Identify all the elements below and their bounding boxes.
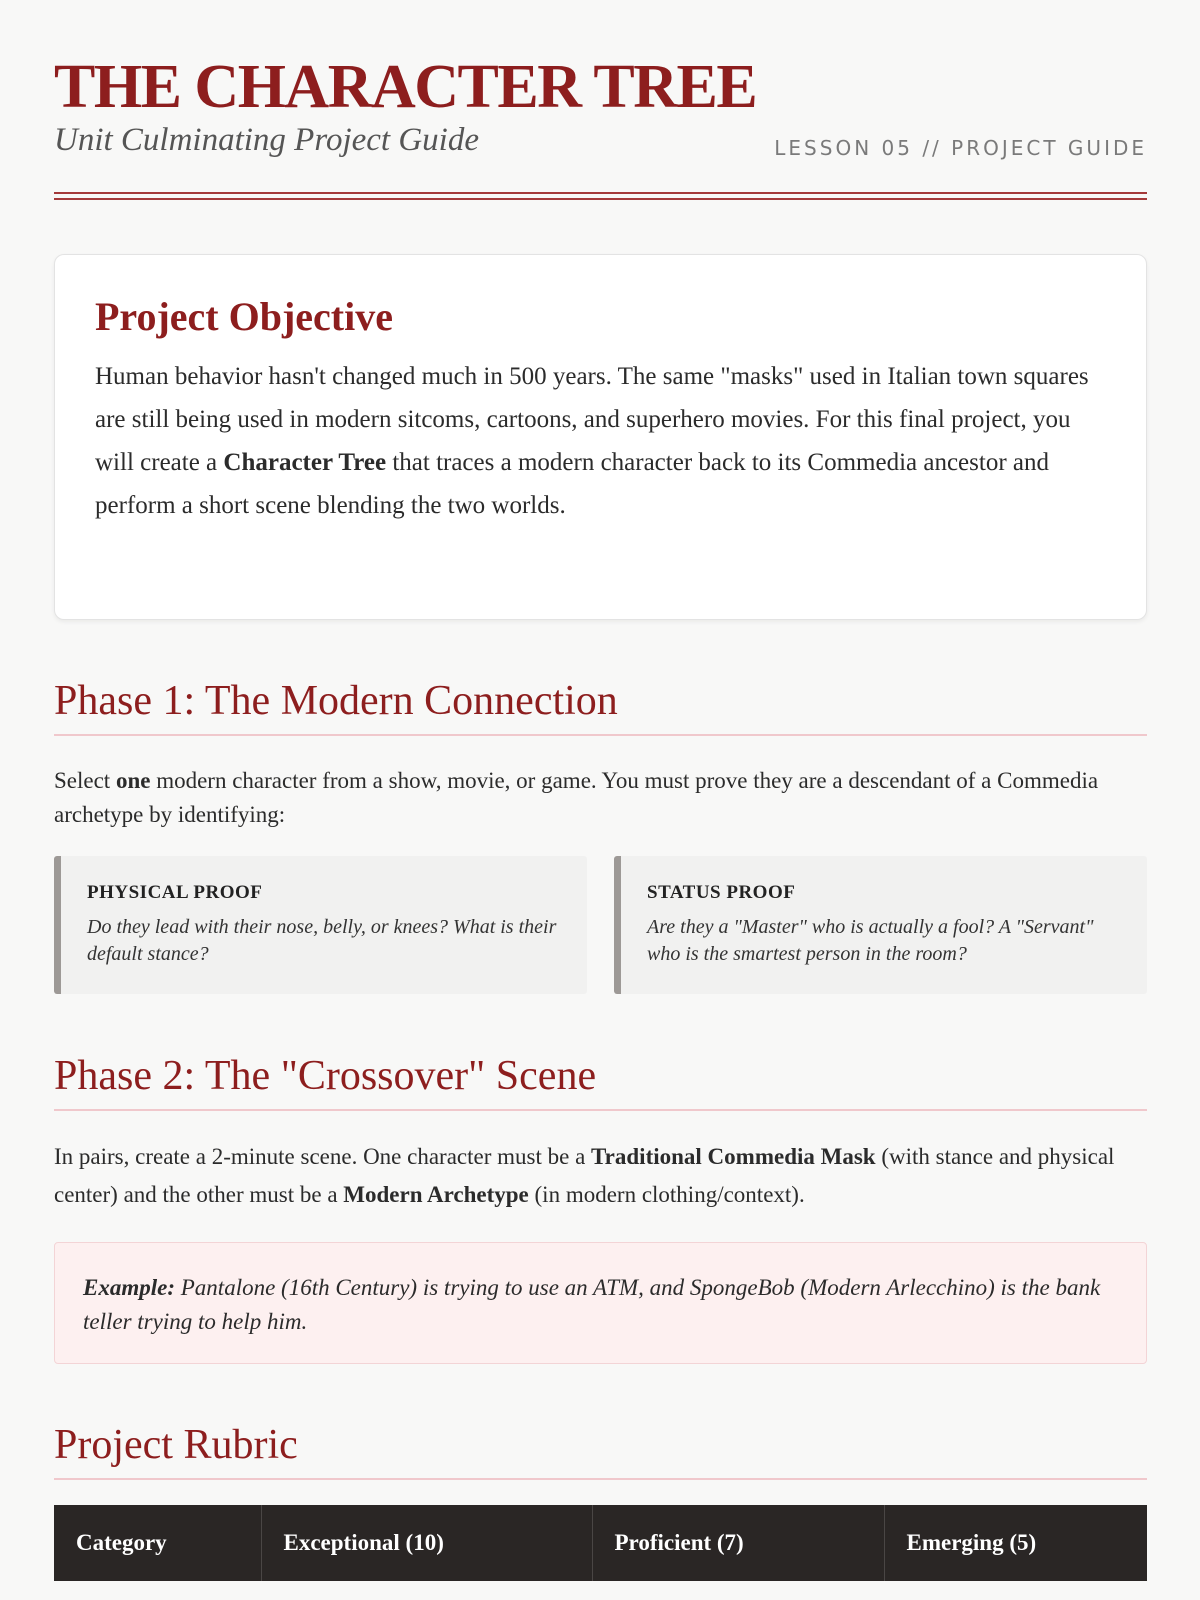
status-proof-label: STATUS PROOF xyxy=(647,882,796,903)
phase1-intro xyxy=(54,764,1147,832)
status-proof-box xyxy=(614,856,1147,994)
phase2-bold-commedia: Traditional Commedia Mask xyxy=(591,1144,876,1169)
page-subtitle: Unit Culminating Project Guide xyxy=(54,122,479,158)
page-title: THE CHARACTER TREE xyxy=(54,53,757,121)
example-box xyxy=(54,1242,1147,1364)
phase1-intro-end: modern character from a show, movie, or game. You must prove they are a descendant of a Commedia archetype by identifying: xyxy=(54,768,1099,827)
rubric-col-proficient: Proficient (7) xyxy=(592,1505,884,1581)
objective-text-end: that traces a modern character back to its Commedia ancestor and perform a short scene blending the two worlds. xyxy=(95,449,1049,519)
objective-text xyxy=(95,355,1106,527)
header-divider xyxy=(54,192,1147,200)
physical-proof-label: PHYSICAL PROOF xyxy=(87,882,263,903)
objective-text-start: Human behavior hasn't changed much in 500 years. The same "masks" used in Italian town squares are still being used in modern sitcoms, cartoons, and superhero movies. For this final project, you will create a xyxy=(95,363,1089,476)
objective-text-bold: Character Tree xyxy=(223,449,387,476)
physical-proof-box xyxy=(54,856,587,994)
rubric-heading: Project Rubric xyxy=(54,1424,1147,1480)
document-page xyxy=(54,0,1147,1555)
rubric-col-exceptional: Exceptional (10) xyxy=(261,1505,592,1581)
status-proof-text: Are they a "Master" who is actually a fool? A "Servant" who is the smartest person in the room? xyxy=(647,916,1094,965)
phase2-text-part3: (in modern clothing/context). xyxy=(528,1182,805,1207)
phase2-text xyxy=(54,1138,1147,1214)
physical-proof-text: Do they lead with their nose, belly, or knees? What is their default stance? xyxy=(87,916,557,965)
lesson-tag: LESSON 05 // PROJECT GUIDE xyxy=(774,136,1147,160)
rubric-header-row xyxy=(54,1505,1147,1581)
phase2-heading: Phase 2: The "Crossover" Scene xyxy=(54,1055,1147,1111)
example-text: Pantalone (16th Century) is trying to use an ATM, and SpongeBob (Modern Arlecchino) is the bank teller trying to help him. xyxy=(83,1275,1101,1334)
rubric-table xyxy=(54,1505,1147,1581)
rubric-col-category: Category xyxy=(54,1505,261,1581)
phase2-bold-modern: Modern Archetype xyxy=(343,1182,529,1207)
phase2-text-part1: In pairs, create a 2-minute scene. One character must be a xyxy=(54,1144,592,1169)
phase1-heading: Phase 1: The Modern Connection xyxy=(54,680,1147,736)
phase1-intro-start: Select xyxy=(54,768,116,793)
example-label: Example: xyxy=(83,1275,175,1300)
phase2-text-part2: (with stance and physical center) and the other must be a xyxy=(54,1144,1115,1207)
page-header xyxy=(54,0,1147,202)
objective-title: Project Objective xyxy=(95,294,393,339)
rubric-col-emerging: Emerging (5) xyxy=(884,1505,1147,1581)
objective-card xyxy=(54,254,1147,620)
phase1-intro-bold: one xyxy=(115,768,151,793)
